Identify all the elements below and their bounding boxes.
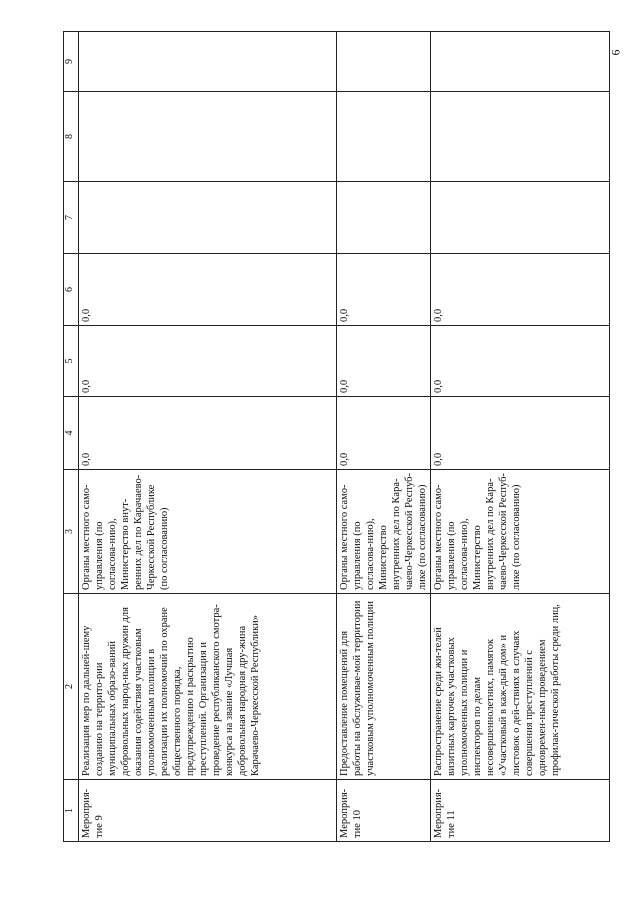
event-name: Мероприя-тие 11 <box>431 780 610 842</box>
value-cell <box>79 32 337 92</box>
page-number: 6 <box>608 49 623 56</box>
column-number: 5 <box>64 326 79 397</box>
table-row <box>79 32 337 842</box>
value-cell <box>79 182 337 254</box>
value-cell: 0,0 <box>79 254 337 326</box>
value-cell: 0,0 <box>337 326 431 397</box>
table-row <box>431 32 610 842</box>
value-cell: 0,0 <box>431 397 610 470</box>
value-cell <box>337 32 431 92</box>
column-number: 6 <box>64 254 79 326</box>
column-number: 8 <box>64 92 79 182</box>
event-name: Мероприя-тие 9 <box>79 780 337 842</box>
rotated-page <box>63 32 610 842</box>
column-number: 9 <box>64 32 79 92</box>
value-cell: 0,0 <box>337 397 431 470</box>
event-description: Предоставление помещений для работы на обслуживае-мой территории участковым уполномоченным полиции <box>337 594 431 780</box>
event-executors: Органы местного само-управления (по согласова-нию), Министерство внут-ренних дел по Карачаево-Черкесской Республике (по согласованию) <box>79 470 337 594</box>
table-row <box>337 32 431 842</box>
column-number: 4 <box>64 397 79 470</box>
value-cell: 0,0 <box>337 254 431 326</box>
column-number: 1 <box>64 780 79 842</box>
header-row <box>64 32 79 842</box>
value-cell: 0,0 <box>79 397 337 470</box>
value-cell <box>337 182 431 254</box>
event-name: Мероприя-тие 10 <box>337 780 431 842</box>
measures-table <box>63 31 610 842</box>
column-number: 7 <box>64 182 79 254</box>
event-description: Реализация мер по дальней-шему созданию на террито-рии муниципальных образо-ваний добровольных народ-ных дружин для оказания содействия участковым уполномоченным полиции в реализации их полномочий по охране общественного порядка, предупреждению и раскрытию преступлений. Организация и проведение республиканского смотра-конкурса на звание «Лучшая добровольная народная дру-жина Карачаево-Черкесской Республики» <box>79 594 337 780</box>
value-cell: 0,0 <box>431 326 610 397</box>
event-description: Распространение среди жи-телей визитных карточек участковых уполномоченных полиции и инспекторов по делам несовершеннолетних, памяток «Участковый в каж-дый дом» и листовок о дей-ствиях в случаях совершения преступлений с одновремен-ным проведением профилак-тической работы среди лиц, <box>431 594 610 780</box>
event-executors: Органы местного само-управления (по согласова-нию), Министерство внутренних дел по Кара-чаево-Черкесской Респуб-лике (по согласованию) <box>431 470 610 594</box>
column-number: 3 <box>64 470 79 594</box>
value-cell <box>431 32 610 92</box>
value-cell: 0,0 <box>431 254 610 326</box>
column-number: 2 <box>64 594 79 780</box>
event-executors: Органы местного само-управления (по согласова-нию), Министерство внутренних дел по Кара-чаево-Черкесской Респуб-лике (по согласованию) <box>337 470 431 594</box>
value-cell <box>431 92 610 182</box>
value-cell <box>431 182 610 254</box>
value-cell: 0,0 <box>79 326 337 397</box>
value-cell <box>79 92 337 182</box>
value-cell <box>337 92 431 182</box>
